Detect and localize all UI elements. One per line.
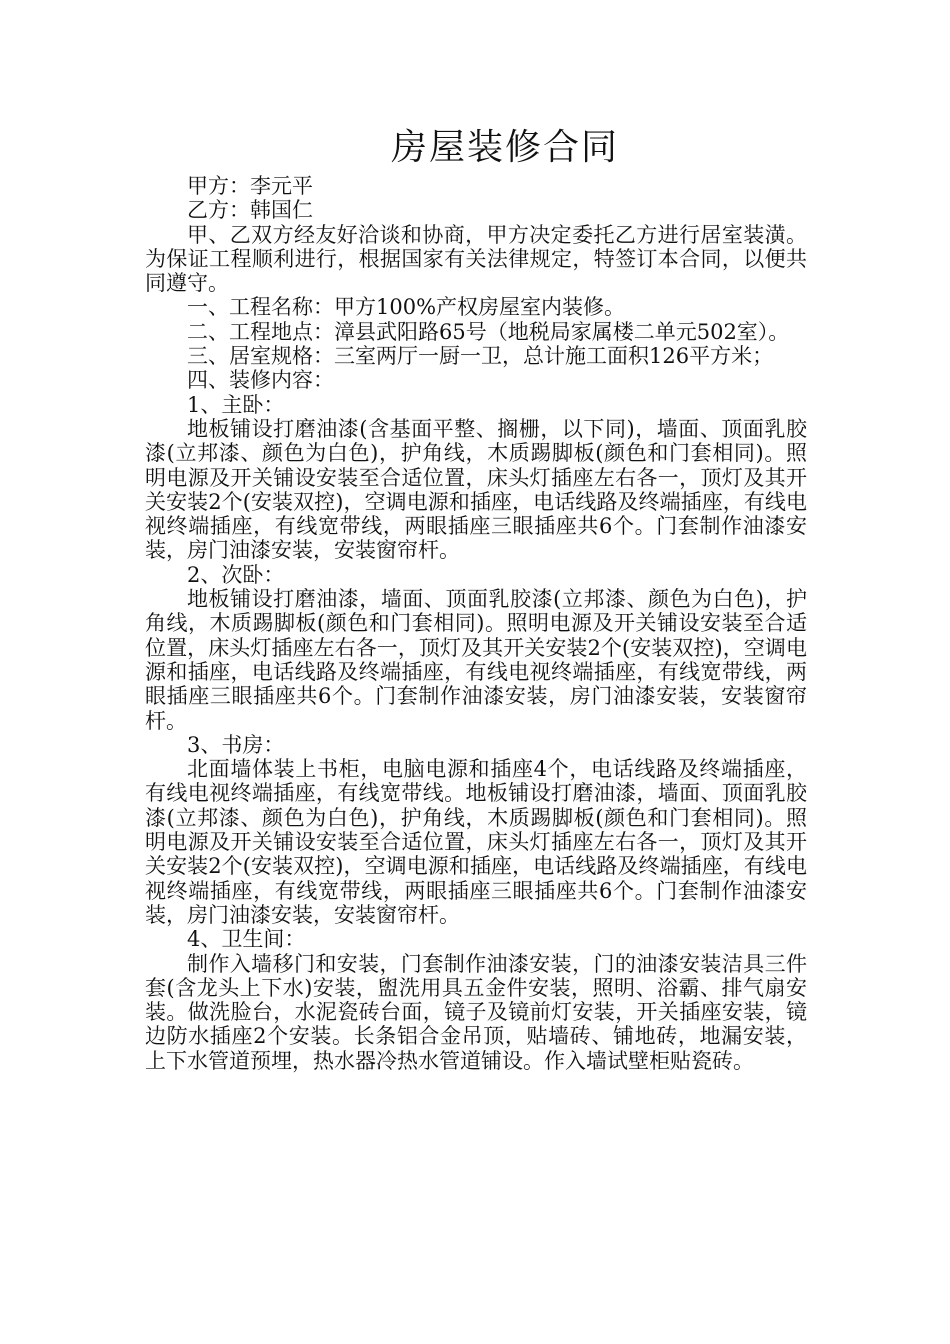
project-name-clause: 一、工程名称：甲方100%产权房屋室内装修。 <box>187 295 626 320</box>
document-title: 房屋装修合同 <box>390 127 619 168</box>
second-bedroom-heading: 2、次卧： <box>187 562 285 587</box>
master-bedroom-heading: 1、主卧： <box>187 392 285 417</box>
room-spec-clause: 三、居室规格：三室两厅一厨一卫，总计施工面积126平方米； <box>187 344 774 369</box>
decoration-content-heading: 四、装修内容： <box>187 368 334 393</box>
master-bedroom-paragraph: 地板铺设打磨油漆(含基面平整、搁栅，以下同)，墙面、顶面乳胶漆(立邦漆、颜色为白色)，护角线，木质踢脚板(颜色和门套相同)。照明电源及开关铺设安装至合适位置，床头灯插座左右各一，顶灯及其开关安装2个(安装双控)，空调电源和插座，电话线路及终端插座，有线电视终端插座，有线宽带线，两眼插座三眼插座共6个。门套制作油漆安装，房门油漆安装，安装窗帘杆。 <box>145 416 807 563</box>
study-heading: 3、书房： <box>187 732 285 757</box>
study-paragraph: 北面墙体装上书柜，电脑电源和插座4个，电话线路及终端插座，有线电视终端插座，有线宽带线。地板铺设打磨油漆，墙面、顶面乳胶漆(立邦漆、颜色为白色)，护角线，木质踢脚板(颜色和门套相同)。照明电源及开关铺设安装至合适位置，床头灯插座左右各一，顶灯及其开关安装2个(安装双控)，空调电源和插座，电话线路及终端插座，有线电视终端插座，有线宽带线，两眼插座三眼插座共6个。门套制作油漆安装，房门油漆安装，安装窗帘杆。 <box>145 757 807 927</box>
party-a-line: 甲方：李元平 <box>187 174 313 198</box>
bathroom-paragraph: 制作入墙移门和安装，门套制作油漆安装，门的油漆安装洁具三件套(含龙头上下水)安装，盥洗用具五金件安装，照明、浴霸、排气扇安装。做洗脸台，水泥瓷砖台面，镜子及镜前灯安装，开关插座安装，镜边防水插座2个安装。长条铝合金吊顶，贴墙砖、铺地砖，地漏安装，上下水管道预埋，热水器冷热水管道铺设。作入墙试壁柜贴瓷砖。 <box>145 951 807 1073</box>
party-b-line: 乙方：韩国仁 <box>187 198 313 223</box>
project-location-clause: 二、工程地点：漳县武阳路65号（地税局家属楼二单元502室）。 <box>187 319 790 344</box>
preamble-paragraph: 甲、乙双方经友好洽谈和协商，甲方决定委托乙方进行居室装潢。为保证工程顺利进行，根据国家有关法律规定，特签订本合同，以便共同遵守。 <box>145 222 807 296</box>
second-bedroom-paragraph: 地板铺设打磨油漆，墙面、顶面乳胶漆(立邦漆、颜色为白色)，护角线，木质踢脚板(颜色和门套相同)。照明电源及开关铺设安装至合适位置，床头灯插座左右各一，顶灯及其开关安装2个(安装双控)，空调电源和插座，电话线路及终端插座，有线电视终端插座，有线宽带线，两眼插座三眼插座共6个。门套制作油漆安装，房门油漆安装，安装窗帘杆。 <box>145 587 807 733</box>
document-body <box>145 174 807 1073</box>
bathroom-heading: 4、卫生间： <box>187 927 306 952</box>
